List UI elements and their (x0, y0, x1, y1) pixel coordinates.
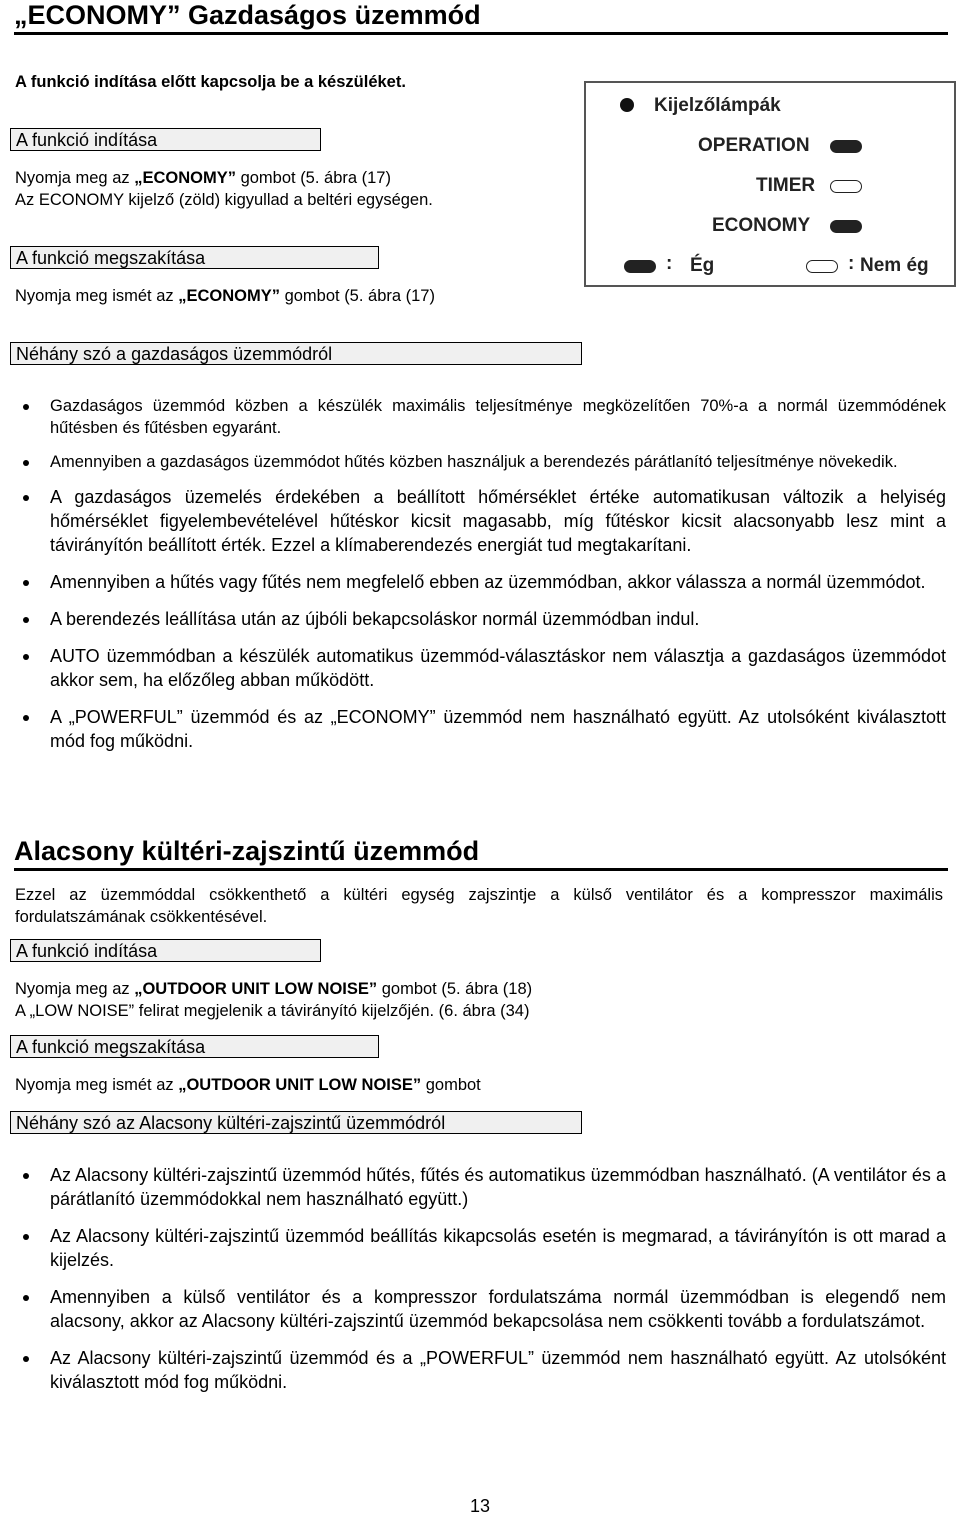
list-item (20, 1285, 946, 1333)
economy-intro: A funkció indítása előtt kapcsolja be a készüléket. (15, 73, 406, 91)
lownoise-title: Alacsony kültéri-zajszintű üzemmód (14, 836, 480, 866)
bullet-icon (23, 1234, 29, 1240)
economy-bullet-list (20, 395, 946, 753)
list-item-text: A gazdaságos üzemelés érdekében a beállított hőmérséklet értéke automatikusan változik a helyiség hőmérséklet figyelembevételével hűtéskor kicsit magasabb, míg fűtéskor kicsit alacsonyabb lesz mint a távirányítón beállított érték. Ezzel a klímaberendezés energiát tud megtakarítani. (50, 487, 946, 555)
economy-start-line1 (15, 167, 391, 189)
indicator-lamp-panel (584, 81, 956, 287)
operation-label: OPERATION (698, 135, 810, 156)
list-item-text: A berendezés leállítása után az újbóli bekapcsoláskor normál üzemmódban indul. (50, 609, 700, 629)
list-item-text: A „POWERFUL” üzemmód és az „ECONOMY” üzemmód nem használható együtt. Az utolsóként kiválasztott mód fog működni. (50, 707, 946, 751)
text: Nyomja meg ismét az (15, 287, 179, 305)
list-item-text: Az Alacsony kültéri-zajszintű üzemmód beállítás kikapcsolás esetén is megmarad, a távirányítón is ott marad a kijelzés. (50, 1226, 946, 1270)
lownoise-stop-heading: A funkció megszakítása (10, 1035, 379, 1058)
economy-start-line2: Az ECONOMY kijelző (zöld) kigyullad a beltéri egységen. (15, 191, 433, 209)
operation-lamp-icon (830, 140, 862, 153)
list-item (20, 607, 946, 631)
bullet-icon (23, 1173, 29, 1179)
lamp-off-icon (806, 260, 838, 273)
economy-start-heading: A funkció indítása (10, 128, 321, 151)
legend-colon: : (666, 253, 673, 274)
button-name: „ECONOMY” (178, 287, 280, 305)
button-name: „OUTDOOR UNIT LOW NOISE” (134, 980, 378, 998)
economy-stop-heading: A funkció megszakítása (10, 246, 379, 269)
economy-stop-line (15, 285, 435, 307)
legend-colon: : (848, 253, 855, 274)
list-item-text: Gazdaságos üzemmód közben a készülék maximális teljesítménye megközelítően 70%-a a normál üzemmódének hűtésben és fűtésben egyaránt. (50, 397, 946, 437)
bullet-icon (23, 495, 29, 501)
lownoise-bullet-list (20, 1163, 946, 1394)
bullet-icon (23, 580, 29, 586)
lamp-on-icon (624, 260, 656, 273)
list-item (20, 1346, 946, 1394)
list-item-text: Az Alacsony kültéri-zajszintű üzemmód hűtés, fűtés és automatikus üzemmódban használható. (A ventilátor és a párátlanító üzemmódokkal nem használható együtt.) (50, 1165, 946, 1209)
lownoise-start-line2: A „LOW NOISE” felirat megjelenik a távirányító kijelzőjén. (6. ábra (34) (15, 1002, 530, 1020)
economy-lamp-icon (830, 220, 862, 233)
text: gombot (421, 1076, 481, 1094)
list-item-text: AUTO üzemmódban a készülék automatikus üzemmód-választáskor nem választja a gazdaságos üzemmódot akkor sem, ha előzőleg abban működött. (50, 646, 946, 690)
lownoise-start-heading: A funkció indítása (10, 939, 321, 962)
list-item (20, 1163, 946, 1211)
bullet-icon (23, 715, 29, 721)
bullet-icon (23, 1295, 29, 1301)
button-name: „ECONOMY” (134, 169, 236, 187)
list-item-text: Az Alacsony kültéri-zajszintű üzemmód és a „POWERFUL” üzemmód nem használható együtt. Az utolsóként kiválasztott mód fog működni. (50, 1348, 946, 1392)
bullet-icon (23, 460, 29, 466)
text: gombot (5. ábra (18) (377, 980, 533, 998)
lownoise-stop-line (15, 1074, 481, 1096)
list-item (20, 485, 946, 557)
list-item (20, 451, 946, 473)
button-name: „OUTDOOR UNIT LOW NOISE” (178, 1076, 422, 1094)
lownoise-about-heading: Néhány szó az Alacsony kültéri-zajszintű üzemmódról (10, 1111, 582, 1134)
list-item (20, 395, 946, 439)
list-item (20, 1224, 946, 1272)
bullet-icon (23, 1356, 29, 1362)
list-item (20, 570, 946, 594)
bullet-icon (23, 654, 29, 660)
bullet-icon (23, 404, 29, 410)
timer-lamp-icon (830, 180, 862, 193)
lownoise-start-line1 (15, 978, 532, 1000)
economy-about-heading: Néhány szó a gazdaságos üzemmódról (10, 342, 582, 365)
text: Nyomja meg az (15, 980, 135, 998)
list-item-text: Amennyiben a gazdaságos üzemmódot hűtés közben használjuk a berendezés párátlanító teljesítménye növekedik. (50, 453, 898, 471)
on-label: Ég (690, 255, 715, 276)
timer-label: TIMER (756, 175, 816, 196)
text: gombot (5. ábra (17) (235, 169, 391, 187)
list-item-text: Amennyiben a hűtés vagy fűtés nem megfelelő ebben az üzemmódban, akkor válassza a normál üzemmódot. (50, 572, 926, 592)
economy-title: „ECONOMY” Gazdaságos üzemmód (14, 0, 481, 30)
bullet-dot-icon (620, 98, 634, 112)
text: gombot (5. ábra (17) (279, 287, 435, 305)
bullet-icon (23, 617, 29, 623)
title-rule (14, 868, 948, 871)
off-label: Nem ég (860, 255, 929, 276)
text: Nyomja meg az (15, 169, 135, 187)
page-number: 13 (469, 1496, 491, 1516)
lownoise-intro: Ezzel az üzemmóddal csökkenthető a kültéri egység zajszintje a külső ventilátor és a kompresszor maximális fordulatszámának csökkentésével. (15, 886, 943, 926)
list-item-text: Amennyiben a külső ventilátor és a kompresszor fordulatszáma normál üzemmódban is elegendő nem alacsony, akkor az Alacsony kültéri-zajszintű üzemmód bekapcsolása nem csökkenti tovább a fordulatszámot. (50, 1287, 946, 1331)
list-item (20, 644, 946, 692)
legend-title: Kijelzőlámpák (654, 95, 781, 116)
title-rule (14, 32, 948, 35)
economy-label: ECONOMY (712, 215, 811, 236)
text: Nyomja meg ismét az (15, 1076, 179, 1094)
list-item (20, 705, 946, 753)
